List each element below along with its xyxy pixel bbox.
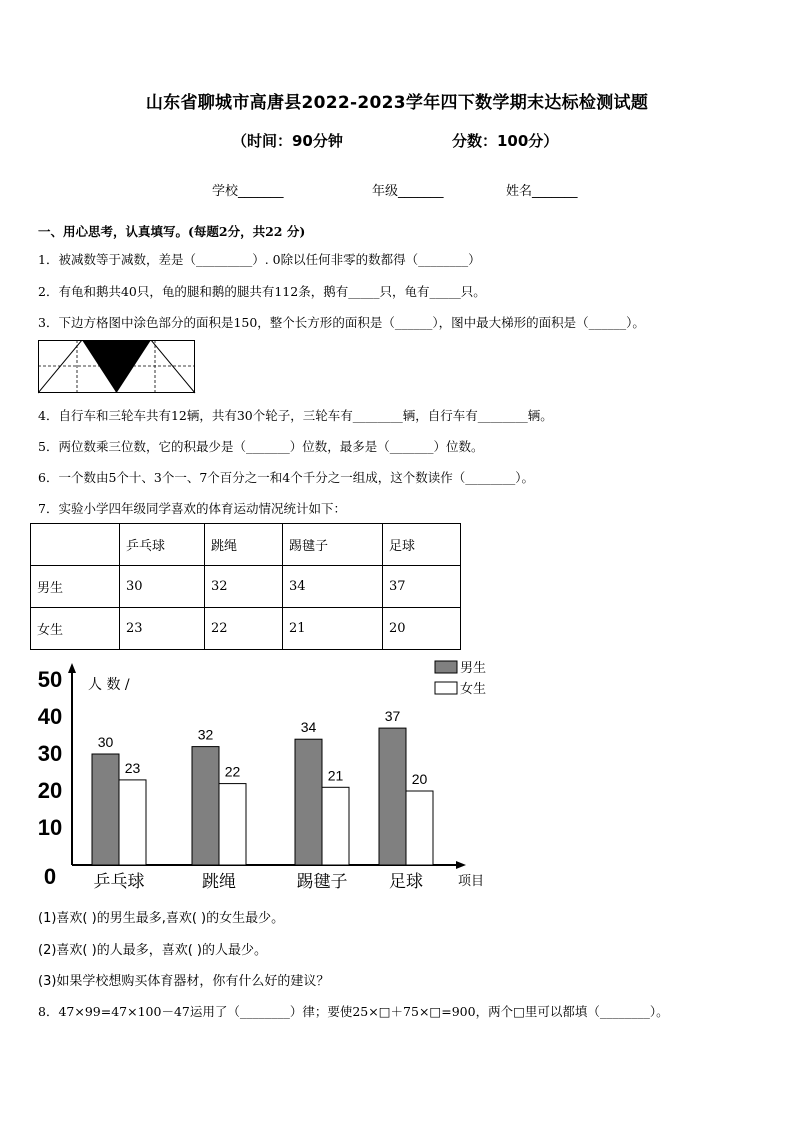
bar-boys: [295, 739, 322, 865]
table-cell: 32: [205, 566, 283, 608]
table-cell: 女生: [31, 608, 120, 650]
question-2: 2．有龟和鹅共40只，龟的腿和鹅的腿共有112条，鹅有_____只，龟有_____只。: [38, 284, 486, 299]
y-tick-label: 40: [37, 704, 63, 729]
bar-value-label: 21: [327, 767, 344, 784]
category-label: 乒乓球: [93, 872, 145, 892]
question-8: 8．47×99=47×100－47运用了（________）律；要使25×□＋75×□=900，两个□里可以都填（________）。: [38, 1004, 669, 1019]
question-4: 4．自行车和三轮车共有12辆，共有30个轮子，三轮车有________辆，自行车有________辆。: [38, 408, 553, 423]
exam-time: （时间：90分钟: [232, 132, 343, 150]
bar-value-label: 30: [97, 734, 114, 750]
bar-chart: [30, 655, 500, 900]
bar-value-label: 22: [224, 763, 241, 780]
question-6: 6．一个数由5个十、3个一、7个百分之一和4个千分之一组成，这个数读作（________）。: [38, 470, 535, 485]
category-label: 跳绳: [202, 872, 236, 892]
trapezoid-grid-figure: [38, 340, 198, 395]
question-3: 3．下边方格图中涂色部分的面积是150，整个长方形的面积是（______），图中最大梯形的面积是（______）。: [38, 315, 645, 330]
bar-value-label: 23: [124, 759, 141, 776]
legend-label: 男生: [460, 661, 487, 676]
subquestion-3: (3)如果学校想购买体育器材，你有什么好的建议？: [38, 974, 330, 989]
section-heading: 一、用心思考，认真填写。(每题2分，共22 分): [38, 224, 306, 239]
stats-table: [30, 523, 461, 650]
name-field: 姓名_______: [506, 184, 578, 199]
school-field: 学校_______: [212, 184, 284, 199]
legend-swatch: [435, 661, 457, 673]
bar-value-label: 34: [300, 719, 317, 736]
bar-value-label: 32: [197, 726, 214, 743]
table-header-row: [31, 524, 461, 566]
y-axis-label: 人 数 /: [88, 677, 130, 693]
table-header-cell: 乒乓球: [120, 524, 205, 566]
table-cell: 21: [283, 608, 383, 650]
grade-field: 年级_______: [372, 184, 444, 199]
table-cell: 22: [205, 608, 283, 650]
shaded-triangle: [82, 340, 151, 393]
legend-swatch: [435, 682, 457, 694]
question-1: 1．被减数等于减数，差是（_________）. 0除以任何非零的数都得（________）: [38, 252, 481, 267]
table-header-cell: 足球: [383, 524, 461, 566]
bar-value-label: 37: [384, 708, 401, 725]
exam-score: 分数：100分）: [452, 132, 559, 150]
x-axis-label: 项目: [458, 874, 485, 889]
y-tick-label: 10: [37, 815, 63, 840]
y-tick-label: 50: [37, 667, 63, 692]
table-row: [31, 566, 461, 608]
table-cell: 30: [120, 566, 205, 608]
table-header-cell: 踢毽子: [283, 524, 383, 566]
x-axis-arrow: [456, 861, 466, 869]
legend-label: 女生: [460, 682, 487, 697]
table-cell: 23: [120, 608, 205, 650]
bar-girls: [322, 787, 349, 865]
bar-boys: [192, 747, 219, 865]
page-title: 山东省聊城市高唐县2022-2023学年四下数学期末达标检测试题: [145, 93, 649, 113]
bar-boys: [379, 728, 406, 865]
bar-boys: [92, 754, 119, 865]
table-cell: 男生: [31, 566, 120, 608]
bar-girls: [219, 784, 246, 865]
table-row: [31, 608, 461, 650]
subquestion-1: (1)喜欢( )的男生最多,喜欢( )的女生最少。: [38, 911, 285, 926]
y-axis-arrow: [68, 663, 76, 673]
question-5: 5．两位数乘三位数，它的积最少是（_______）位数，最多是（_______）位数。: [38, 439, 484, 454]
category-label: 足球: [389, 872, 423, 892]
subquestion-2: (2)喜欢( )的人最多，喜欢( )的人最少。: [38, 943, 267, 958]
y-tick-label: 20: [37, 778, 63, 803]
table-header-cell: [31, 524, 120, 566]
question-7: 7．实验小学四年级同学喜欢的体育运动情况统计如下：: [38, 501, 346, 516]
bar-girls: [119, 780, 146, 865]
table-cell: 20: [383, 608, 461, 650]
bar-girls: [406, 791, 433, 865]
y-tick-label: 0: [43, 864, 57, 889]
y-tick-label: 30: [37, 741, 63, 766]
table-cell: 34: [283, 566, 383, 608]
category-label: 踢毽子: [296, 872, 348, 892]
table-cell: 37: [383, 566, 461, 608]
bar-value-label: 20: [411, 771, 428, 787]
table-header-cell: 跳绳: [205, 524, 283, 566]
